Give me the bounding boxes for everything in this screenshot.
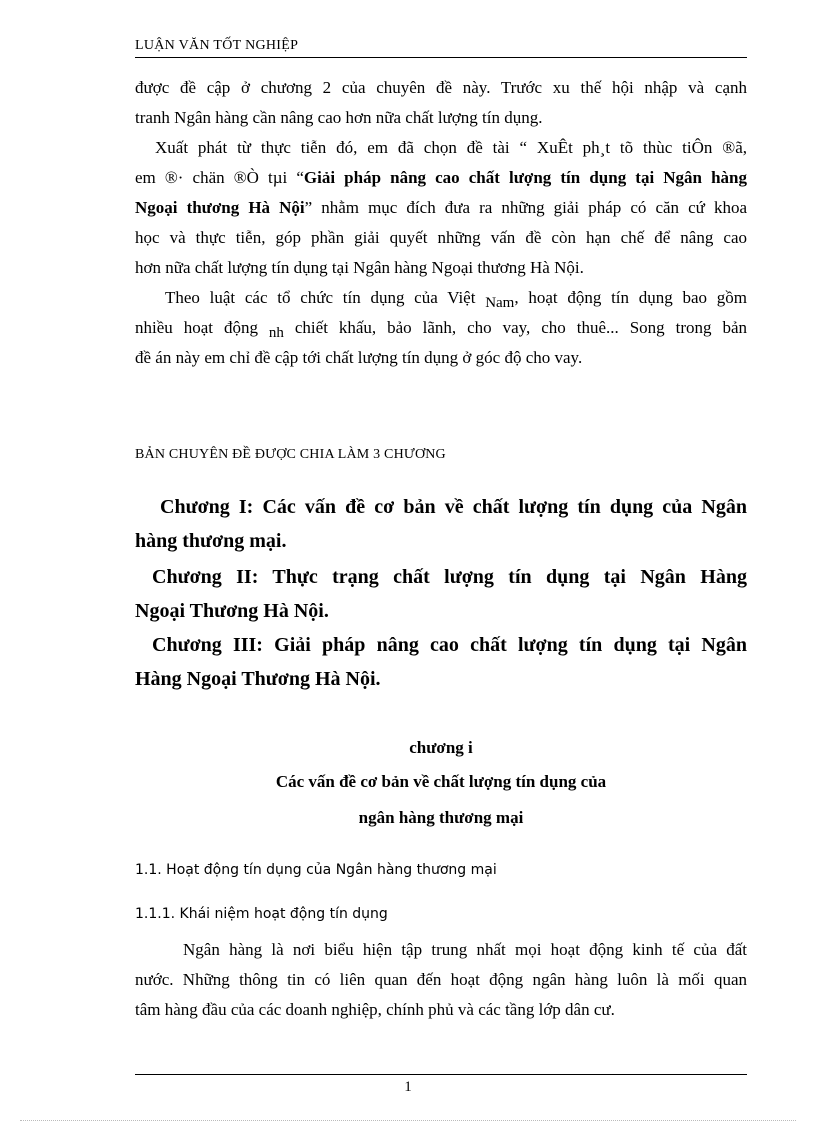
intro-line-8 [165, 287, 747, 310]
intro-line-5 [135, 197, 747, 219]
body-line-1: Ngân hàng là nơi biểu hiện tập trung nhất mọi hoạt động kinh tế của đất [183, 940, 747, 959]
thesis-title-part-1: Giải pháp nâng cao chất lượng tín dụng tại Ngân hàng [303, 168, 747, 187]
intro-line-6: học và thực tiễn, góp phần giải quyết những vấn đề còn hạn chế để nâng cao [135, 228, 747, 247]
intro-line-5-rest: ” nhằm mục đích đưa ra những giải pháp có căn cứ khoa [304, 198, 747, 217]
intro-line-8b: Nam [485, 295, 515, 311]
running-header: LUẬN VĂN TỐT NGHIỆP [135, 38, 299, 53]
chapter-1-line-1: Chương I: Các vấn đề cơ bản về chất lượng tín dụng của Ngân [160, 496, 747, 518]
chapter-label: chương i [409, 738, 473, 757]
footer-rule [135, 1074, 747, 1075]
body-line-2: nước. Những thông tin có liên quan đến hoạt động ngân hàng luôn là mối quan [135, 970, 747, 989]
header-rule [135, 57, 747, 58]
intro-line-8c: , hoạt động tín dụng bao gồm [514, 288, 747, 307]
page-edge [20, 1120, 796, 1121]
intro-line-8a: Theo luật các tổ chức tín dụng của Việt [165, 288, 476, 307]
chapter-3-line-2: Hàng Ngoại Thương Hà Nội. [135, 668, 381, 690]
subheading-1-1: 1.1. Hoạt động tín dụng của Ngân hàng thương mại [135, 862, 497, 878]
thesis-title-part-2: Ngoại thương Hà Nội [135, 198, 305, 217]
intro-line-1: được đề cập ở chương 2 của chuyên đề này. Trước xu thế hội nhập và cạnh [135, 78, 747, 97]
page-number: 1 [404, 1079, 412, 1095]
intro-line-4 [135, 167, 747, 189]
chapter-2-line-2: Ngoại Thương Hà Nội. [135, 600, 329, 622]
intro-line-7: hơn nữa chất lượng tín dụng tại Ngân hàng Ngoại thương Hà Nội. [135, 258, 584, 277]
intro-line-2: tranh Ngân hàng cần nâng cao hơn nữa chất lượng tín dụng. [135, 108, 543, 127]
section-title: BẢN CHUYÊN ĐỀ ĐƯỢC CHIA LÀM 3 CHƯƠNG [135, 447, 446, 462]
intro-line-10: đề án này em chỉ đề cập tới chất lượng tín dụng ở góc độ cho vay. [135, 348, 583, 367]
chapter-3-line-1: Chương III: Giải pháp nâng cao chất lượng tín dụng tại Ngân [152, 634, 747, 656]
intro-line-9c: chiết khấu, bảo lãnh, cho vay, cho thuê... Song trong bản [294, 318, 748, 337]
intro-line-9 [135, 317, 747, 340]
chapter-title-line-1: Các vấn đề cơ bản về chất lượng tín dụng của [275, 772, 607, 791]
chapter-title-line-2: ngân hàng thương mại [358, 808, 524, 827]
chapter-1-line-2: hàng thương mại. [135, 530, 287, 552]
intro-line-9a: nhiều hoạt động [135, 318, 258, 337]
subheading-1-1-1: 1.1.1. Khái niệm hoạt động tín dụng [135, 906, 388, 922]
intro-line-3: Xuất phát từ thực tiễn đó, em đã chọn đề tài “ XuÊt ph¸t tõ thùc tiÔn ®ã, [155, 138, 747, 157]
intro-line-4-garbled: em ®· chän ®Ò tµi “ [135, 168, 304, 187]
chapter-2-line-1: Chương II: Thực trạng chất lượng tín dụng tại Ngân Hàng [152, 566, 747, 588]
intro-line-9b: nh [268, 325, 284, 341]
body-line-3: tâm hàng đầu của các doanh nghiệp, chính phủ và các tầng lớp dân cư. [135, 1000, 615, 1019]
